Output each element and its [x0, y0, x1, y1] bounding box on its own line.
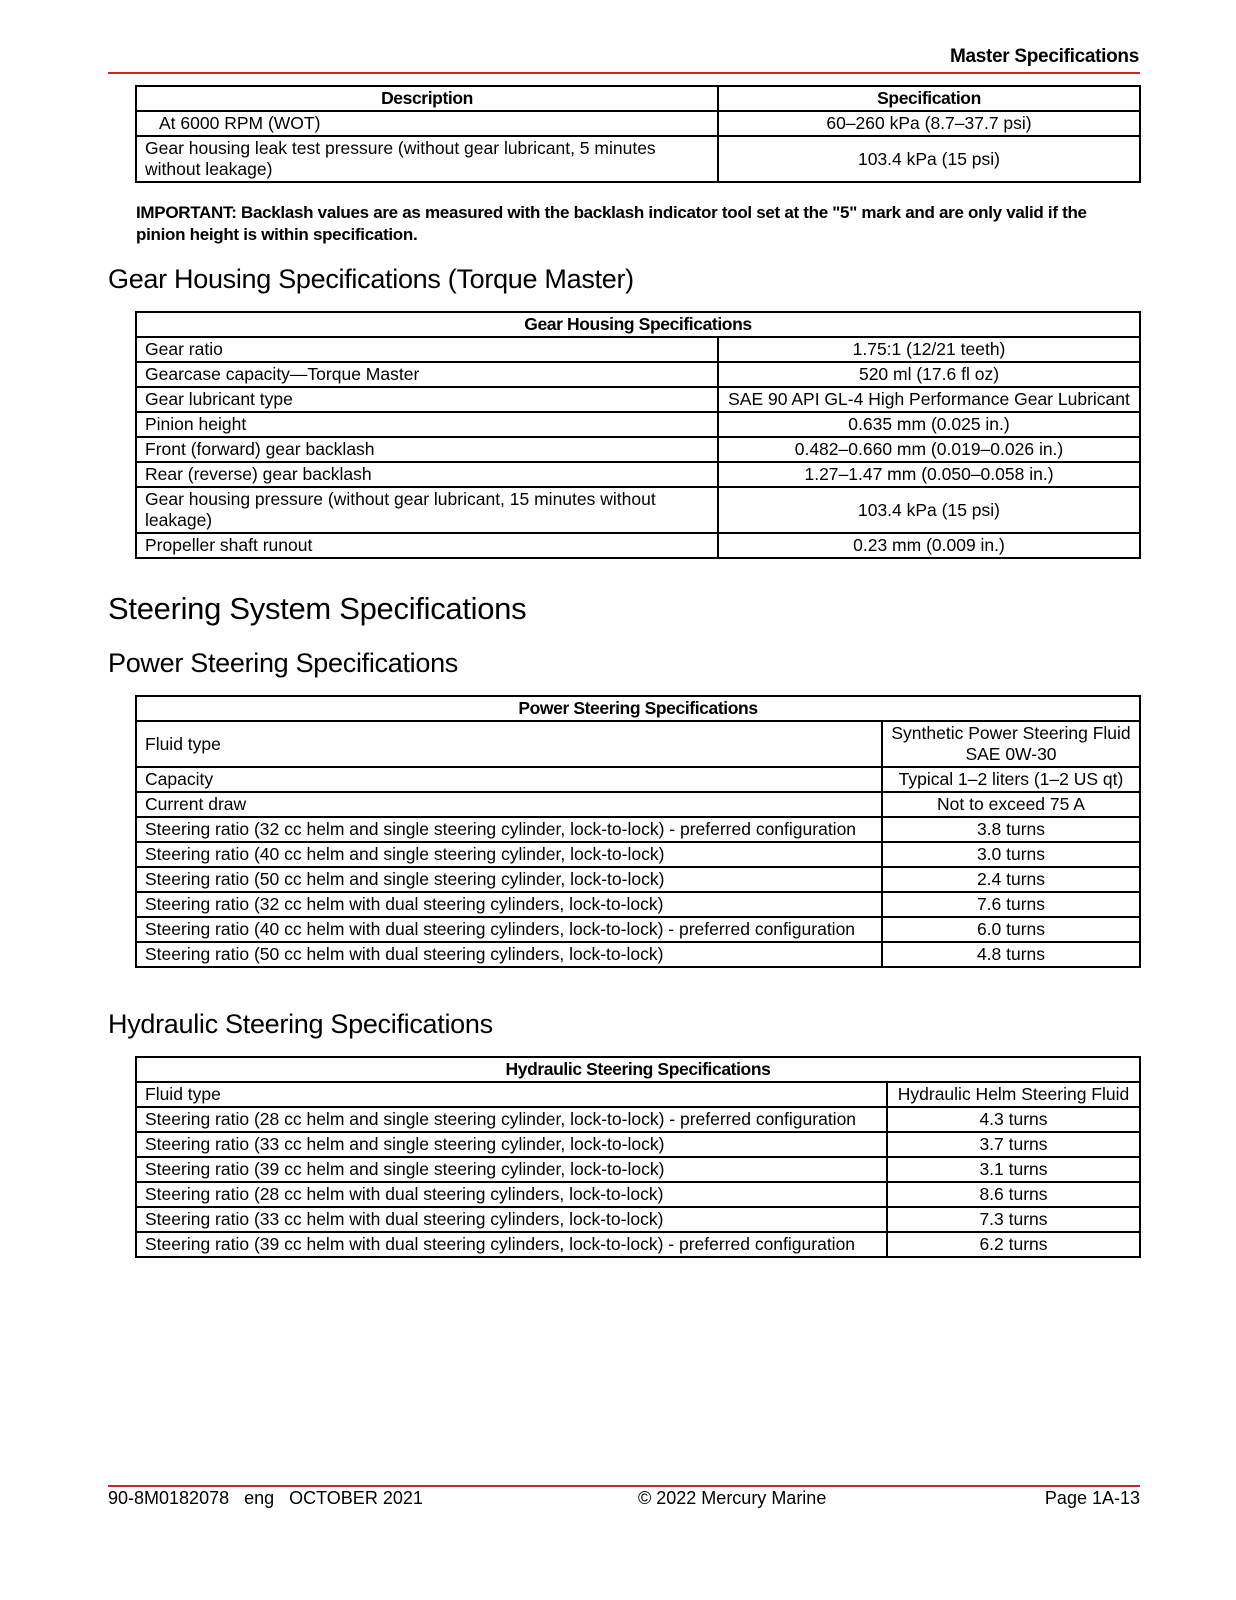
table-title: Gear Housing Specifications: [136, 312, 1140, 337]
table-row: [136, 917, 1140, 942]
row-description: Gear housing pressure (without gear lubricant, 15 minutes without leakage): [136, 487, 718, 533]
row-value: 6.0 turns: [882, 917, 1140, 942]
table-title-row: [136, 696, 1140, 721]
table-row: [136, 437, 1140, 462]
row-description: Steering ratio (50 cc helm with dual steering cylinders, lock-to-lock): [136, 942, 882, 967]
table-title-row: [136, 1057, 1140, 1082]
row-value: 0.23 mm (0.009 in.): [718, 533, 1140, 558]
row-description: Gear ratio: [136, 337, 718, 362]
row-value: 3.1 turns: [887, 1157, 1140, 1182]
steering-system-heading: Steering System Specifications: [108, 591, 527, 626]
table-row: [136, 462, 1140, 487]
power-steering-heading: Power Steering Specifications: [108, 648, 458, 678]
row-value: 6.2 turns: [887, 1232, 1140, 1257]
row-value: 3.7 turns: [887, 1132, 1140, 1157]
table-row: [136, 1082, 1140, 1107]
master-spec-table: [135, 85, 1141, 183]
table-row: [136, 487, 1140, 533]
header-rule: [108, 72, 1140, 74]
row-description: Steering ratio (50 cc helm and single steering cylinder, lock-to-lock): [136, 867, 882, 892]
row-value: 60–260 kPa (8.7–37.7 psi): [718, 111, 1140, 136]
table-row: [136, 111, 1140, 136]
row-description: Capacity: [136, 767, 882, 792]
column-header-description: Description: [136, 86, 718, 111]
row-value: Typical 1–2 liters (1–2 US qt): [882, 767, 1140, 792]
row-description: Pinion height: [136, 412, 718, 437]
table-header-row: [136, 86, 1140, 111]
row-value: 2.4 turns: [882, 867, 1140, 892]
row-description: Steering ratio (33 cc helm and single steering cylinder, lock-to-lock): [136, 1132, 887, 1157]
hydraulic-steering-heading: Hydraulic Steering Specifications: [108, 1009, 493, 1039]
table-row: [136, 387, 1140, 412]
table-row: [136, 817, 1140, 842]
table-row: [136, 533, 1140, 558]
row-value: 103.4 kPa (15 psi): [718, 487, 1140, 533]
row-description: Steering ratio (40 cc helm with dual steering cylinders, lock-to-lock) - preferred configuration: [136, 917, 882, 942]
gear-housing-table: [135, 311, 1141, 559]
table-row: [136, 767, 1140, 792]
table-title: Power Steering Specifications: [136, 696, 1140, 721]
row-value: 7.6 turns: [882, 892, 1140, 917]
row-description: Propeller shaft runout: [136, 533, 718, 558]
page-header-title: Master Specifications: [949, 46, 1139, 67]
power-steering-table: [135, 695, 1141, 968]
row-description: Gear housing leak test pressure (without gear lubricant, 5 minutes without leakage): [136, 136, 718, 182]
row-value: Hydraulic Helm Steering Fluid: [887, 1082, 1140, 1107]
row-description: Steering ratio (28 cc helm with dual steering cylinders, lock-to-lock): [136, 1182, 887, 1207]
row-value: 1.75:1 (12/21 teeth): [718, 337, 1140, 362]
row-description: Steering ratio (32 cc helm and single steering cylinder, lock-to-lock) - preferred configuration: [136, 817, 882, 842]
row-description: At 6000 RPM (WOT): [136, 111, 718, 136]
row-value: 1.27–1.47 mm (0.050–0.058 in.): [718, 462, 1140, 487]
footer-copyright: © 2022 Mercury Marine: [638, 1488, 827, 1508]
row-value: 8.6 turns: [887, 1182, 1140, 1207]
row-value: 7.3 turns: [887, 1207, 1140, 1232]
table-title: Hydraulic Steering Specifications: [136, 1057, 1140, 1082]
row-value: 4.3 turns: [887, 1107, 1140, 1132]
row-value: SAE 90 API GL-4 High Performance Gear Lubricant: [718, 387, 1140, 412]
row-value: Not to exceed 75 A: [882, 792, 1140, 817]
table-row: [136, 362, 1140, 387]
table-title-row: [136, 312, 1140, 337]
footer-rule: [108, 1485, 1140, 1487]
row-value: 4.8 turns: [882, 942, 1140, 967]
table-row: [136, 842, 1140, 867]
row-description: Steering ratio (39 cc helm with dual steering cylinders, lock-to-lock) - preferred configuration: [136, 1232, 887, 1257]
column-header-specification: Specification: [718, 86, 1140, 111]
table-row: [136, 1182, 1140, 1207]
row-description: Gearcase capacity—Torque Master: [136, 362, 718, 387]
table-row: [136, 892, 1140, 917]
footer-doc-id: 90-8M0182078 eng OCTOBER 2021: [108, 1488, 423, 1508]
hydraulic-steering-table: [135, 1056, 1141, 1258]
row-description: Fluid type: [136, 721, 882, 767]
row-description: Steering ratio (33 cc helm with dual steering cylinders, lock-to-lock): [136, 1207, 887, 1232]
table-row: [136, 792, 1140, 817]
row-value: 0.635 mm (0.025 in.): [718, 412, 1140, 437]
footer-page-number: Page 1A-13: [1044, 1488, 1140, 1508]
row-description: Gear lubricant type: [136, 387, 718, 412]
table-row: [136, 1157, 1140, 1182]
row-description: Current draw: [136, 792, 882, 817]
table-row: [136, 1107, 1140, 1132]
table-row: [136, 1232, 1140, 1257]
table-row: [136, 136, 1140, 182]
row-description: Fluid type: [136, 1082, 887, 1107]
table-row: [136, 337, 1140, 362]
row-value: 3.8 turns: [882, 817, 1140, 842]
row-description: Steering ratio (40 cc helm and single steering cylinder, lock-to-lock): [136, 842, 882, 867]
row-description: Rear (reverse) gear backlash: [136, 462, 718, 487]
row-value: 0.482–0.660 mm (0.019–0.026 in.): [718, 437, 1140, 462]
row-value: 103.4 kPa (15 psi): [718, 136, 1140, 182]
table-row: [136, 1207, 1140, 1232]
row-value: 520 ml (17.6 fl oz): [718, 362, 1140, 387]
row-description: Steering ratio (28 cc helm and single steering cylinder, lock-to-lock) - preferred configuration: [136, 1107, 887, 1132]
table-row: [136, 721, 1140, 767]
row-description: Front (forward) gear backlash: [136, 437, 718, 462]
row-description: Steering ratio (32 cc helm with dual steering cylinders, lock-to-lock): [136, 892, 882, 917]
table-row: [136, 867, 1140, 892]
row-description: Steering ratio (39 cc helm and single steering cylinder, lock-to-lock): [136, 1157, 887, 1182]
table-row: [136, 1132, 1140, 1157]
row-value: Synthetic Power Steering Fluid SAE 0W-30: [882, 721, 1140, 767]
gear-housing-heading: Gear Housing Specifications (Torque Master): [108, 264, 634, 294]
table-row: [136, 942, 1140, 967]
important-note: IMPORTANT: Backlash values are as measured with the backlash indicator tool set at the "5" mark and are only valid if the pinion height is within specification.: [136, 203, 1087, 244]
table-row: [136, 412, 1140, 437]
row-value: 3.0 turns: [882, 842, 1140, 867]
